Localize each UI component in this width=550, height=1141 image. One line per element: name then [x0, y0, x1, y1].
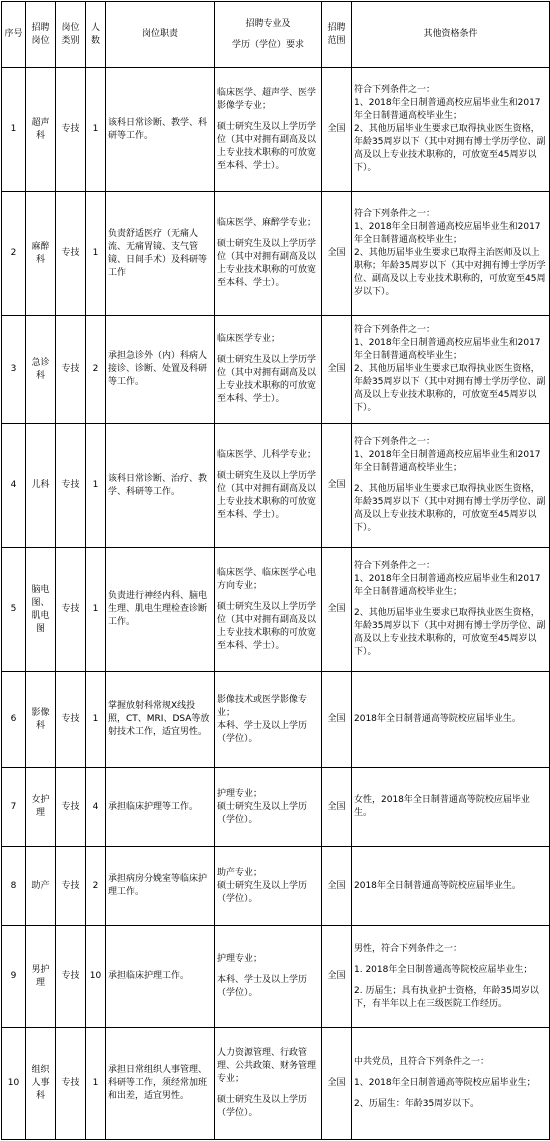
cell-duty: 该科日常诊断、教学、科研等工作。: [106, 68, 215, 192]
cell-major: [215, 1028, 322, 1140]
table-row: [2, 424, 550, 548]
cell-scope: 全国: [322, 847, 352, 926]
cond-line: 2、历届生：年龄35周岁以下。: [354, 1099, 480, 1109]
major-field: 临床医学、临床医学心电方向专业；: [217, 567, 317, 591]
recruitment-table: [1, 1, 550, 1140]
cell-major: [215, 548, 322, 672]
cell-major: [215, 768, 322, 847]
cell-scope: 全国: [322, 768, 352, 847]
header-row: [2, 2, 550, 68]
cell-scope: 全国: [322, 672, 352, 768]
table-row: [2, 1028, 550, 1140]
cell-major: [215, 672, 322, 768]
header-major-line2: 学历（学位）要求: [231, 39, 304, 50]
cond-line: 符合下列条件之一：: [354, 561, 436, 571]
degree-requirement: 硕士研究生及以上学历学位（其中对拥有副高及以上专业技术职称的可放宽至本科、学士）。: [217, 471, 317, 520]
major-field: 临床医学、超声学、医学影像学专业；: [217, 87, 317, 111]
degree-requirement: 本科、学士及以上学历（学位）。: [217, 975, 308, 998]
cell-cond: [352, 548, 550, 672]
cell-seq: 5: [2, 548, 26, 672]
header-seq: 序号: [2, 2, 26, 68]
cell-category: 专技: [56, 768, 86, 847]
cell-category: 专技: [56, 926, 86, 1028]
cell-cond: [352, 68, 550, 192]
cell-post: 组织人事科: [26, 1028, 56, 1140]
header-duty: 岗位职责: [106, 2, 215, 68]
table-row: [2, 68, 550, 192]
cell-category: 专技: [56, 316, 86, 424]
major-field: 护理专业；: [217, 788, 263, 799]
cond-line: 女性，2018年全日制普通高等院校应届毕业生。: [354, 795, 530, 818]
cell-scope: 全国: [322, 316, 352, 424]
cell-scope: 全国: [322, 926, 352, 1028]
cell-seq: 3: [2, 316, 26, 424]
header-category: 岗位类别: [56, 2, 86, 68]
cond-line: 2018年全日制普通高等院校应届毕业生。: [354, 714, 521, 724]
cond-line: 2、其他历届毕业生要求已取得执业医生资格，年龄35周岁以下（其中对拥有博士学历学位、副高及以上专业技术职称的，可放宽至45周岁以下）。: [354, 608, 546, 657]
cell-post: 男护理: [26, 926, 56, 1028]
cond-line: 2、其他历届毕业生要求已取得执业医生资格，年龄35周岁以下（其中对拥有博士学历学位、副高及以上专业技术职称的，可放宽至45周岁以下）。: [354, 484, 546, 533]
cond-line: 1、2018年全日制普通高校应届毕业生和2017年全日制普通高校毕业生；: [354, 222, 541, 245]
cell-post: 影像科: [26, 672, 56, 768]
cell-category: 专技: [56, 847, 86, 926]
cell-cond: [352, 316, 550, 424]
degree-requirement: 本科、学士及以上学历（学位）。: [217, 720, 308, 744]
cell-count: 1: [86, 672, 106, 768]
cell-post: 助产: [26, 847, 56, 926]
cell-seq: 9: [2, 926, 26, 1028]
cell-post: 女护理: [26, 768, 56, 847]
major-field: 临床医学、儿科学专业；: [217, 450, 317, 460]
cell-cond: [352, 1028, 550, 1140]
table-row: [2, 847, 550, 926]
cell-seq: 2: [2, 192, 26, 316]
cell-cond: [352, 926, 550, 1028]
cell-count: 1: [86, 424, 106, 548]
cell-duty: 承担临床护理等工作。: [106, 768, 215, 847]
cond-line: 符合下列条件之一：: [354, 209, 436, 219]
cell-cond: [352, 672, 550, 768]
cell-count: 1: [86, 68, 106, 192]
cond-line: 2、其他历届毕业生要求已取得执业医生资格，年龄35周岁以下（其中对拥有博士学历学位、副高及以上专业技术职称的，可放宽至45周岁以下）。: [354, 364, 546, 413]
cell-duty: 承担临床护理工作。: [106, 926, 215, 1028]
cell-seq: 6: [2, 672, 26, 768]
cell-major: [215, 424, 322, 548]
cond-line: 2018年全日制普通高等院校应届毕业生。: [354, 880, 521, 891]
cell-post: 超声科: [26, 68, 56, 192]
cell-major: [215, 192, 322, 316]
cell-seq: 8: [2, 847, 26, 926]
table-row: [2, 548, 550, 672]
table-row: [2, 672, 550, 768]
table-row: [2, 768, 550, 847]
cell-cond: [352, 768, 550, 847]
cond-line: 1、2018年全日制普通高等院校应届毕业生；: [354, 1078, 536, 1088]
cell-duty: 负责进行神经内科、脑电生理、肌电生理检查诊断工作。: [106, 548, 215, 672]
cell-count: 1: [86, 192, 106, 316]
degree-requirement: 硕士研究生及以上学历学位（其中对拥有副高及以上专业技术职称的可放宽至本科、学士）。: [217, 121, 317, 171]
cond-line: 2、其他历届毕业生要求已取得主治医师及以上职称；年龄35周岁以下（其中对拥有博士学历学位、副高及以上专业技术职称的，可放宽至45周岁以下）。: [354, 248, 546, 297]
cell-major: [215, 847, 322, 926]
cell-seq: 7: [2, 768, 26, 847]
cell-post: 麻醉科: [26, 192, 56, 316]
cell-post: 急诊科: [26, 316, 56, 424]
cell-count: 1: [86, 1028, 106, 1140]
degree-requirement: 硕士研究生及以上学历学位（其中对拥有副高及以上专业技术职称的可放宽至本科、学士）。: [217, 239, 317, 288]
cell-duty: 承担日常组织人事管理、科研等工作，须经常加班和出差，适宜男性。: [106, 1028, 215, 1140]
cell-duty: 掌握放射科常规X线投照，CT、MRI、DSA等放射技术工作，适宜男性。: [106, 672, 215, 768]
cond-line: 符合下列条件之一：: [354, 325, 436, 335]
cell-major: [215, 926, 322, 1028]
header-post: 招聘岗位: [26, 2, 56, 68]
cell-scope: 全国: [322, 548, 352, 672]
cell-count: 2: [86, 847, 106, 926]
cell-duty: 该科日常诊断、治疗、教学、科研等工作。: [106, 424, 215, 548]
cell-cond: [352, 424, 550, 548]
cell-scope: 全国: [322, 68, 352, 192]
degree-requirement: 硕士研究生及以上学历（学位）。: [217, 801, 308, 825]
cell-duty: 承担急诊外（内）科病人接诊、诊断、处置及科研等工作。: [106, 316, 215, 424]
cell-count: 10: [86, 926, 106, 1028]
cond-line: 2、其他历届毕业生要求已取得执业医生资格，年龄35周岁以下（其中对拥有博士学历学位、副高及以上专业技术职称的，可放宽至45周岁以下）。: [354, 124, 546, 173]
degree-requirement: 硕士研究生及以上学历（学位）。: [217, 1095, 308, 1118]
cond-line: 1、2018年全日制普通高校应届毕业生和2017年全日制普通高校毕业生；: [354, 98, 541, 121]
cond-line: 符合下列条件之一：: [354, 437, 436, 447]
major-field: 影像技术或医学影像专业；: [217, 694, 308, 718]
cell-major: [215, 316, 322, 424]
table-row: [2, 316, 550, 424]
cell-scope: 全国: [322, 424, 352, 548]
cond-line: 1、2018年全日制普通高校应届毕业生和2017年全日制普通高校毕业生；: [354, 338, 541, 361]
cell-major: [215, 68, 322, 192]
cell-duty: 负责舒适医疗（无痛人流、无痛胃镜、支气管镜、日间手术）及科研等工作: [106, 192, 215, 316]
table-row: [2, 192, 550, 316]
table-row: [2, 926, 550, 1028]
cond-line: 男性，符合下列条件之一：: [354, 943, 463, 954]
cell-category: 专技: [56, 192, 86, 316]
cell-post: 儿科: [26, 424, 56, 548]
cell-count: 2: [86, 316, 106, 424]
cell-seq: 10: [2, 1028, 26, 1140]
cell-seq: 1: [2, 68, 26, 192]
degree-requirement: 硕士研究生及以上学历（学位）。: [217, 880, 308, 904]
cell-category: 专技: [56, 672, 86, 768]
header-major: [215, 2, 322, 68]
cell-cond: [352, 192, 550, 316]
header-count: 人数: [86, 2, 106, 68]
cond-line: 2. 历届生；具有执业护士资格，年龄35周岁以下，有半年以上在三级医院工作经历。: [354, 985, 539, 1009]
cond-line: 1. 2018年全日制普通高等院校应届毕业生；: [354, 964, 533, 975]
header-cond: 其他资格条件: [352, 2, 550, 68]
cell-cond: [352, 847, 550, 926]
cond-line: 中共党员，且符合下列条件之一：: [354, 1057, 490, 1067]
cell-scope: 全国: [322, 192, 352, 316]
cond-line: 符合下列条件之一：: [354, 85, 436, 95]
major-field: 人力资源管理、行政管理、公共政策、财务管理专业；: [217, 1048, 317, 1084]
cell-count: 1: [86, 548, 106, 672]
cell-post: 脑电图、肌电图: [26, 548, 56, 672]
major-field: 临床医学专业；: [217, 334, 281, 344]
cell-category: 专技: [56, 548, 86, 672]
major-field: 护理专业；: [217, 954, 263, 964]
cell-category: 专技: [56, 68, 86, 192]
cell-duty: 承担病房分娩室等临床护理工作。: [106, 847, 215, 926]
header-major-line1: 招聘专业及: [245, 18, 291, 29]
cell-category: 专技: [56, 1028, 86, 1140]
degree-requirement: 硕士研究生及以上学历学位（其中对拥有副高及以上专业技术职称的可放宽至本科、学士）。: [217, 355, 317, 404]
cond-line: 1、2018年全日制普通高校应届毕业生和2017年全日制普通高校毕业生；: [354, 450, 541, 473]
cell-scope: 全国: [322, 1028, 352, 1140]
cell-count: 4: [86, 768, 106, 847]
cond-line: 1、2018年全日制普通高校应届毕业生和2017年全日制普通高校毕业生；: [354, 574, 541, 597]
cell-seq: 4: [2, 424, 26, 548]
cell-category: 专技: [56, 424, 86, 548]
major-field: 助产专业；: [217, 867, 263, 878]
major-field: 临床医学、麻醉学专业；: [217, 218, 317, 228]
header-scope: 招聘范围: [322, 2, 352, 68]
degree-requirement: 硕士研究生及以上学历学位（其中对拥有副高及以上专业技术职称的可放宽至本科、学士）。: [217, 601, 317, 651]
